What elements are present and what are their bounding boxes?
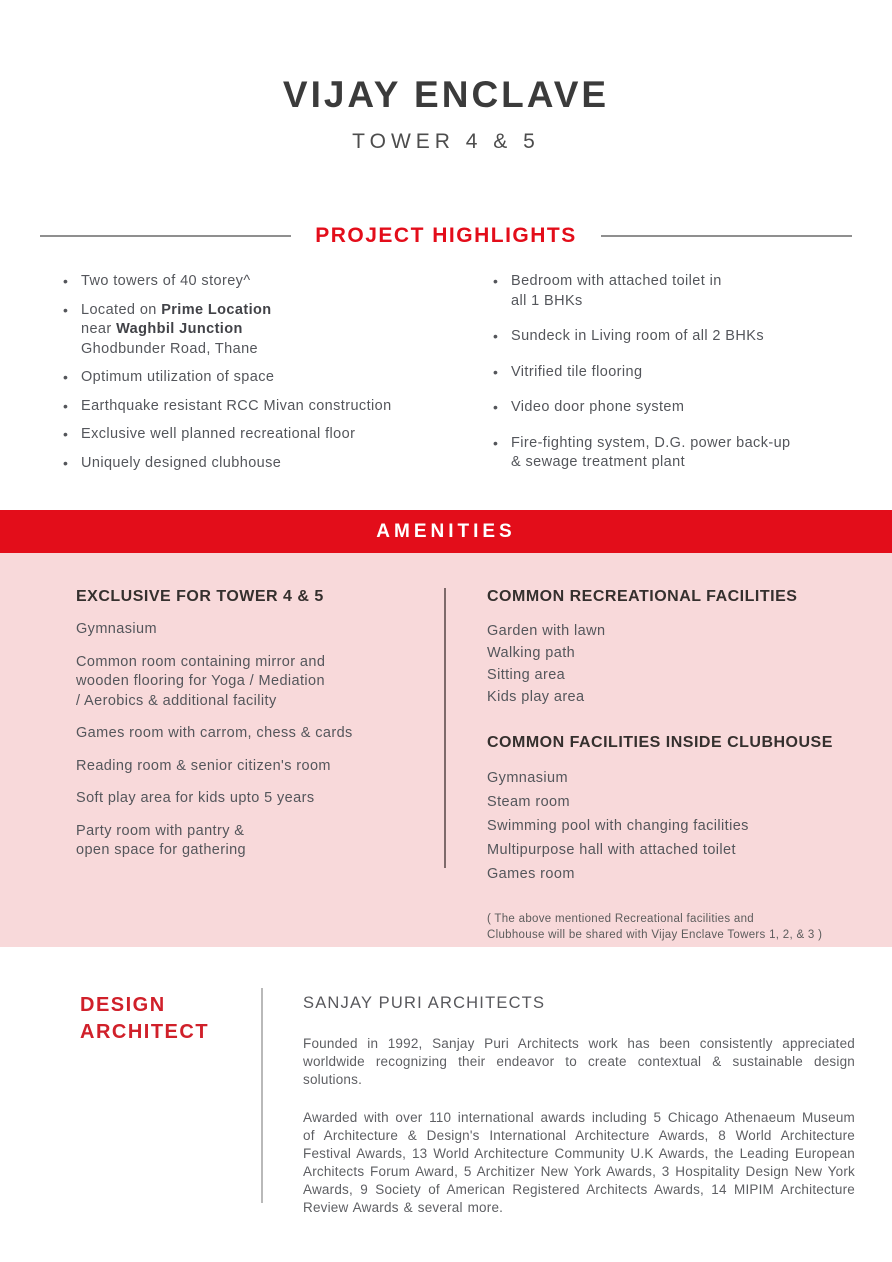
amenity-item: Party room with pantry & open space for gathering bbox=[76, 822, 247, 858]
shared-facilities-note bbox=[487, 911, 866, 943]
note-line: ( The above mentioned Recreational facilities and bbox=[487, 913, 754, 925]
highlight-item: • Video door phone system bbox=[492, 398, 856, 418]
design-architect-label bbox=[80, 992, 209, 1046]
highlights-left-column bbox=[62, 272, 492, 489]
design-architect-section bbox=[0, 985, 892, 1245]
highlight-item: • Bedroom with attached toilet in all 1 BHKs bbox=[492, 272, 856, 311]
heading-rule-left bbox=[40, 235, 291, 237]
architect-divider bbox=[261, 988, 263, 1203]
amenities-banner: AMENITIES bbox=[0, 510, 892, 553]
clubhouse-facilities-heading: COMMON FACILITIES INSIDE CLUBHOUSE bbox=[487, 734, 833, 751]
amenity-item: Reading room & senior citizen's room bbox=[76, 757, 331, 774]
highlight-item: • Exclusive well planned recreational floor bbox=[62, 425, 492, 445]
highlights-right-list bbox=[492, 272, 856, 473]
architect-paragraph-2: Awarded with over 110 international awards including 5 Chicago Athenaeum Museum of Architecture & Design's International Architecture Awards, 8 World Architecture Festival Awards, 13 World Architecture Community U.K Awards, the Leading European Architects Forum Award, 5 Architizer New York Awards, 3 Hospitality Design New York Awards, 9 Society of American Registered Architects Awards, 14 MIPIM Architecture Review Awards & several more. bbox=[303, 1110, 855, 1215]
amenities-section bbox=[0, 553, 892, 947]
amenity-item: Steam room bbox=[487, 794, 570, 810]
label-line: ARCHITECT bbox=[80, 1021, 210, 1043]
project-highlights-section bbox=[62, 272, 856, 489]
highlight-item: • Earthquake resistant RCC Mivan construction bbox=[62, 397, 492, 417]
amenities-column-divider bbox=[444, 588, 446, 868]
note-line: Clubhouse will be shared with Vijay Enclave Towers 1, 2, & 3 ) bbox=[487, 929, 823, 941]
common-recreational-list bbox=[487, 620, 866, 708]
architect-paragraph-1: Founded in 1992, Sanjay Puri Architects work has been consistently appreciated worldwide recognizing their endeavor to create contextual & sustainable design solutions. bbox=[303, 1036, 855, 1087]
page-title: VIJAY ENCLAVE bbox=[282, 74, 610, 115]
highlight-item: • Located on Prime Location near Waghbil Junction Ghodbunder Road, Thane bbox=[62, 301, 492, 360]
header bbox=[0, 74, 892, 154]
highlights-left-list bbox=[62, 272, 492, 473]
highlight-item: • Vitrified tile flooring bbox=[492, 363, 856, 383]
amenity-item: Soft play area for kids upto 5 years bbox=[76, 790, 315, 806]
amenities-left-list bbox=[76, 620, 436, 861]
highlight-item: • Two towers of 40 storey^ bbox=[62, 272, 492, 292]
amenity-item: Multipurpose hall with attached toilet bbox=[487, 842, 736, 858]
project-highlights-heading bbox=[40, 224, 852, 248]
highlights-right-column bbox=[492, 272, 856, 489]
amenities-left-column bbox=[76, 588, 436, 874]
highlight-item: • Fire-fighting system, D.G. power back-up & sewage treatment plant bbox=[492, 434, 856, 473]
amenity-item: Garden with lawn bbox=[487, 623, 606, 639]
amenity-item: Common room containing mirror and wooden flooring for Yoga / Mediation / Aerobics & additional facility bbox=[76, 653, 326, 709]
heading-rule-right bbox=[601, 235, 852, 237]
highlight-item: • Sundeck in Living room of all 2 BHKs bbox=[492, 327, 856, 347]
page-subtitle: TOWER 4 & 5 bbox=[352, 130, 540, 153]
amenity-item: Sitting area bbox=[487, 667, 566, 683]
amenity-item: Swimming pool with changing facilities bbox=[487, 818, 749, 834]
amenities-right-column bbox=[487, 588, 866, 943]
amenities-left-heading: EXCLUSIVE FOR TOWER 4 & 5 bbox=[76, 588, 324, 605]
amenity-item: Walking path bbox=[487, 645, 576, 661]
project-highlights-title: PROJECT HIGHLIGHTS bbox=[315, 224, 577, 247]
highlight-item: • Optimum utilization of space bbox=[62, 368, 492, 388]
amenity-item: Kids play area bbox=[487, 689, 585, 705]
common-recreational-heading: COMMON RECREATIONAL FACILITIES bbox=[487, 588, 798, 605]
architect-firm-name: SANJAY PURI ARCHITECTS bbox=[303, 994, 546, 1012]
amenity-item: Gymnasium bbox=[487, 770, 568, 786]
clubhouse-facilities-list bbox=[487, 766, 866, 886]
amenity-item: Games room bbox=[487, 866, 575, 882]
amenity-item: Games room with carrom, chess & cards bbox=[76, 725, 353, 741]
label-line: DESIGN bbox=[80, 994, 166, 1016]
highlight-item: • Uniquely designed clubhouse bbox=[62, 454, 492, 474]
architect-content bbox=[303, 994, 855, 1237]
amenity-item: Gymnasium bbox=[76, 621, 157, 637]
